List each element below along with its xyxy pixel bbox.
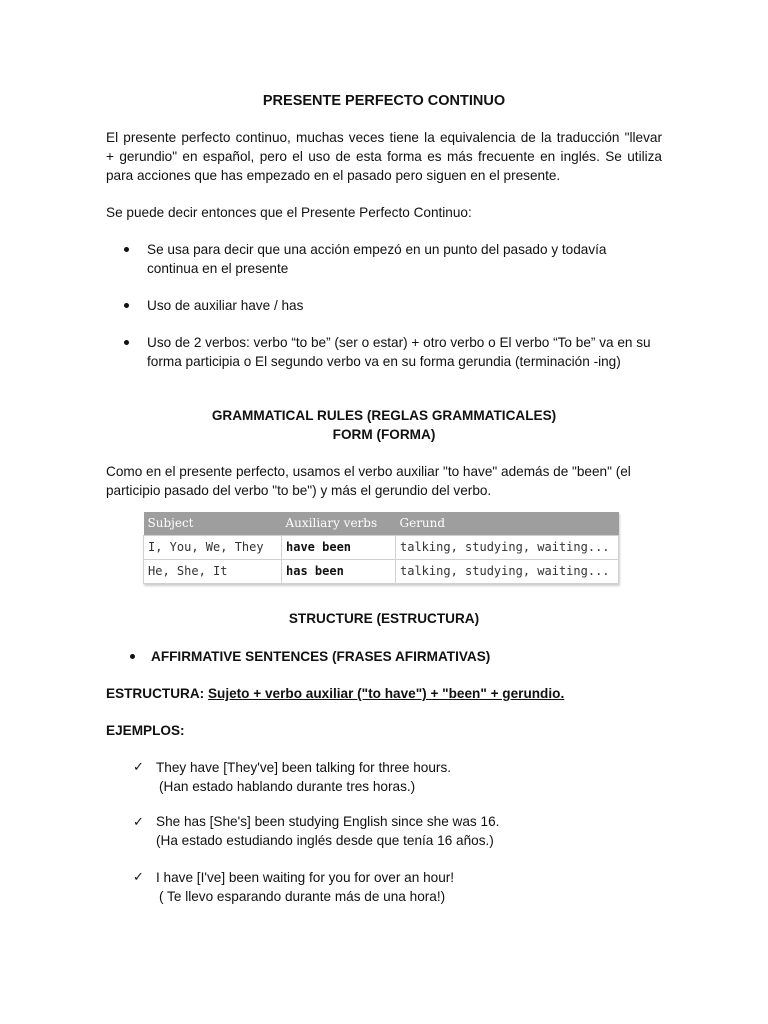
example-sentence: They have [They've] been talking for three hours. [156,760,452,775]
bullet-line: Uso de auxiliar have / has [147,298,304,313]
form-line: participio pasado del verbo "to be") y más el gerundio del verbo. [106,483,492,498]
estructura-line [106,684,564,703]
example-item [156,812,499,850]
table-header-row [144,512,619,536]
grammar-table [143,512,619,584]
checkmark-icon: ✓ [133,814,144,829]
affirmative-heading: AFFIRMATIVE SENTENCES (FRASES AFIRMATIVAS) [151,649,491,664]
column-header: Auxiliary verbs [282,512,396,536]
gerund-cell: talking, studying, waiting... [396,536,619,560]
checkmark-icon: ✓ [133,759,144,774]
bullet-item [147,240,667,278]
form-paragraph [106,462,662,500]
example-sentence: I have [I've] been waiting for you for over an hour! [156,870,455,885]
bullet-line: Se usa para decir que una acción empezó en un punto del pasado y todavía [147,242,607,257]
rules-heading: GRAMMATICAL RULES (REGLAS GRAMMATICALES) [211,408,557,423]
table-row [144,560,619,584]
bullet-icon [129,647,137,655]
example-translation: (Han estado hablando durante tres horas.) [159,779,416,794]
bullet-icon [123,333,131,341]
example-item [156,758,451,796]
bullet-line: continua en el presente [147,261,289,276]
table-row [144,536,619,560]
column-header: Gerund [396,512,619,536]
bullet-line: Uso de 2 verbos: verbo “to be” (ser o estar) + otro verbo o El verbo “To be” va en su [147,335,651,350]
structure-heading: STRUCTURE (ESTRUCTURA) [288,611,480,626]
subject-cell: I, You, We, They [144,536,282,560]
example-sentence: She has [She's] been studying English since she was 16. [156,814,500,829]
ejemplos-label: EJEMPLOS: [106,723,185,738]
bullet-icon [123,296,131,304]
auxiliary-cell: has been [282,560,396,584]
intro-line: + gerundio" en español, pero el uso de esta forma es más frecuente en inglés. Se utiliza [106,149,662,164]
intro-line: para acciones que has empezado en el pasado pero siguen en el presente. [106,168,561,183]
auxiliary-cell: have been [282,536,396,560]
bullet-line: forma participia o El segundo verbo va en su forma gerundia (terminación -ing) [147,354,621,369]
bullet-icon [123,240,131,248]
form-heading: FORM (FORMA) [332,427,436,442]
intro-paragraph [106,128,662,185]
gerund-cell: talking, studying, waiting... [396,560,619,584]
subject-cell: He, She, It [144,560,282,584]
example-translation: (Ha estado estudiando inglés desde que tenía 16 años.) [156,833,494,848]
example-translation: ( Te llevo esparando durante más de una hora!) [159,889,446,904]
bullet-item [147,296,667,315]
page-title: PRESENTE PERFECTO CONTINUO [262,93,506,109]
example-item [156,868,454,906]
checkmark-icon: ✓ [133,869,144,884]
form-line: Como en el presente perfecto, usamos el verbo auxiliar "to have" además de "been" (el [106,464,631,479]
intro-line: El presente perfecto continuo, muchas veces tiene la equivalencia de la traducción "llevar [106,130,662,145]
estructura-label: ESTRUCTURA: [106,686,205,701]
estructura-formula: Sujeto + verbo auxiliar ("to have") + "been" + gerundio. [207,686,565,701]
lead-paragraph: Se puede decir entonces que el Presente Perfecto Continuo: [106,205,472,220]
bullet-item [147,333,667,371]
column-header: Subject [144,512,282,536]
